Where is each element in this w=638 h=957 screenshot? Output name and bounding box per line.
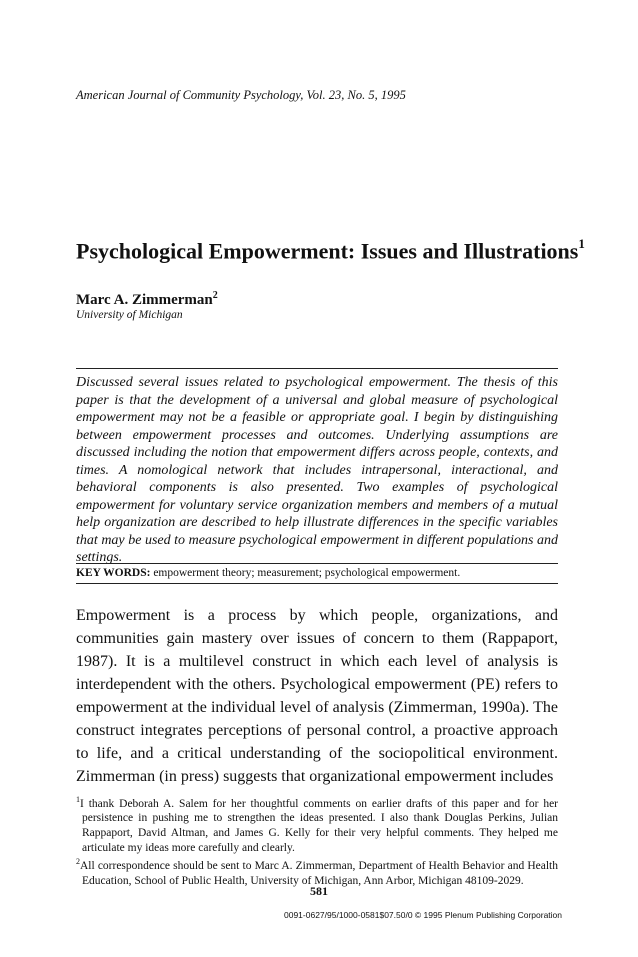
footnote-2-mark: 2 xyxy=(76,857,80,867)
abstract-top-rule xyxy=(76,368,558,369)
page-number: 581 xyxy=(310,884,328,898)
author-name-text: Marc A. Zimmerman xyxy=(76,292,213,308)
footnote-1-mark: 1 xyxy=(76,795,80,804)
footnote-1-text: I thank Deborah A. Salem for her thoughtful comments on earlier drafts of this paper and for her persistence in pushing me to strengthen the ideas presented. I also thank Douglas Perkins, Julian Rappaport, David Altman, and James G. Kelly for their very helpful comments. They helped me articulate my ideas more carefully and clearly. xyxy=(80,797,558,854)
author-name xyxy=(76,290,218,309)
footnote-1 xyxy=(76,793,558,855)
footnote-2-text: All correspondence should be sent to Marc A. Zimmerman, Department of Health Behavior and Health Education, School of Public Health, University of Michigan, Ann Arbor, Michigan 48109-2029. xyxy=(80,860,558,887)
article-title xyxy=(76,238,596,264)
keywords-top-rule xyxy=(76,563,558,564)
article-title-text: Psychological Empowerment: Issues and Illustrations xyxy=(76,238,579,264)
author-footnote-mark: 2 xyxy=(212,290,218,301)
title-footnote-mark: 1 xyxy=(578,236,585,251)
body-paragraph: Empowerment is a process by which people, organizations, and communities gain mastery over issues of concern to them (Rappaport, 1987). It is a multilevel construct in which each level of analysis is interdependent with the others. Psychological empowerment (PE) refers to empowerment at the individual level of analysis (Zimmerman, 1990a). The construct integrates perceptions of personal control, a proactive approach to life, and a critical understanding of the sociopolitical environment. Zimmerman (in press) suggests that organizational empowerment includes xyxy=(76,607,558,785)
keywords-bottom-rule xyxy=(76,583,558,584)
copyright-line: 0091-0627/95/1000-0581$07.50/0 © 1995 Plenum Publishing Corporation xyxy=(284,910,562,920)
author-affiliation: University of Michigan xyxy=(76,309,183,321)
keywords-text: empowerment theory; measurement; psychological empowerment. xyxy=(153,567,461,579)
footnotes xyxy=(76,793,558,888)
journal-citation: American Journal of Community Psychology, Vol. 23, No. 5, 1995 xyxy=(76,88,406,102)
keywords xyxy=(76,566,558,580)
abstract: Discussed several issues related to psychological empowerment. The thesis of this paper is that the development of a universal and global measure of psychological empowerment may not be a feasible or appropriate goal. I begin by distinguishing between empowerment processes and outcomes. Underlying assumptions are discussed including the notion that empowerment differs across people, contexts, and times. A nomological network that includes intrapersonal, interactional, and behavioral components is also presented. Two examples of psychological empowerment for voluntary service organization members and members of a mutual help organization are described to help illustrate differences in the specific variables that may be used to measure psychological empowerment in different populations and settings. xyxy=(76,375,558,565)
keywords-label: KEY WORDS: xyxy=(76,567,151,579)
